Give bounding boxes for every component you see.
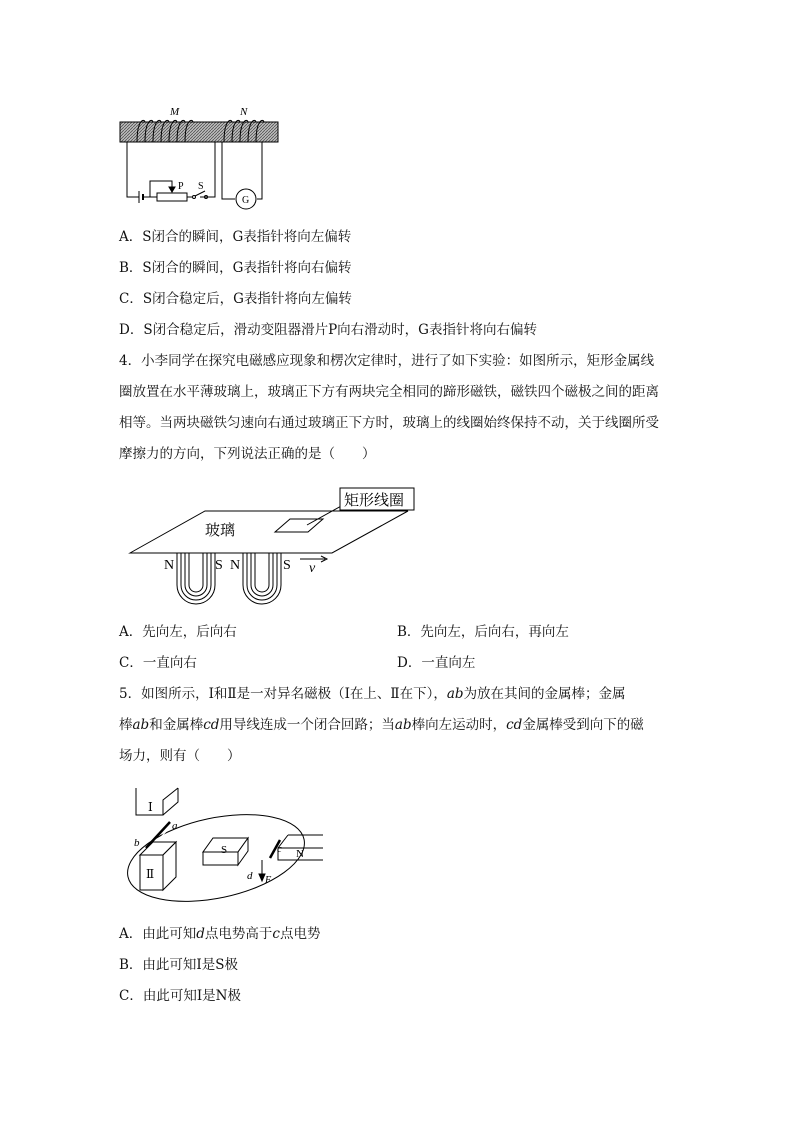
figure-solenoid-circuit [112, 100, 287, 215]
force-f: F [265, 875, 272, 886]
q3-option-b: B．S闭合的瞬间，G表指针将向右偏转 [119, 260, 352, 276]
q4-stem-line3: 相等。当两块磁铁匀速向右通过玻璃正下方时，玻璃上的线圈始终保持不动，关于线圈所受 [119, 415, 659, 431]
figure-glass-magnets [125, 485, 420, 610]
q5-stem-line1: 5．如图所示，Ⅰ和Ⅱ是一对异名磁极（Ⅰ在上、Ⅱ在下），ab为放在其间的金属棒；金属 [119, 686, 626, 702]
block-s: S [221, 844, 228, 856]
coil-label: 矩形线圈 [344, 493, 405, 509]
q4-option-a: A．先向左，后向右 [119, 624, 237, 640]
label-n: N [240, 106, 248, 118]
q4-stem-line4: 摩擦力的方向，下列说法正确的是（ ） [119, 446, 376, 462]
pole-two-label: Ⅱ [146, 867, 155, 881]
pole-one-label: Ⅰ [148, 800, 153, 814]
q3-option-a: A．S闭合的瞬间，G表指针将向左偏转 [119, 229, 352, 245]
q5-stem-line2: 棒ab和金属棒cd用导线连成一个闭合回路；当ab棒向左运动时，cd金属棒受到向下的磁 [119, 717, 644, 733]
figure-poles-rods [118, 780, 333, 905]
point-c: c [277, 843, 282, 855]
label-g: G [242, 195, 250, 206]
point-d: d [247, 870, 253, 882]
q5-stem-line3: 场力，则有（ ） [119, 748, 241, 764]
q5-option-c: C．由此可知Ⅰ是N极 [119, 988, 241, 1004]
q3-option-c: C．S闭合稳定后，G表指针将向左偏转 [119, 291, 352, 307]
q4-stem-line1: 4．小李同学在探究电磁感应现象和楞次定律时，进行了如下实验：如图所示，矩形金属线 [119, 353, 655, 369]
q5-option-a: A．由此可知d点电势高于c点电势 [119, 926, 321, 942]
q4-option-c: C．一直向右 [119, 655, 197, 671]
q4-option-b: B．先向左，后向右，再向左 [397, 624, 569, 640]
q4-stem-line2: 圈放置在水平薄玻璃上，玻璃正下方有两块完全相同的蹄形磁铁，磁铁四个磁极之间的距离 [119, 384, 659, 400]
q3-option-d: D．S闭合稳定后，滑动变阻器滑片P向右滑动时，G表指针将向右偏转 [119, 322, 537, 338]
label-s: S [198, 181, 204, 192]
point-a: a [172, 820, 178, 832]
pole-s2: S [283, 558, 291, 573]
q4-option-d: D．一直向左 [397, 655, 476, 671]
glass-label: 玻璃 [205, 523, 236, 539]
block-n: N [296, 848, 304, 860]
pole-n2: N [230, 558, 241, 573]
label-p: P [178, 181, 184, 192]
pole-n1: N [164, 558, 175, 573]
velocity-label: v [309, 561, 316, 576]
label-m: M [170, 106, 180, 118]
q5-option-b: B．由此可知Ⅰ是S极 [119, 957, 239, 973]
pole-s1: S [215, 558, 223, 573]
point-b: b [134, 837, 140, 849]
